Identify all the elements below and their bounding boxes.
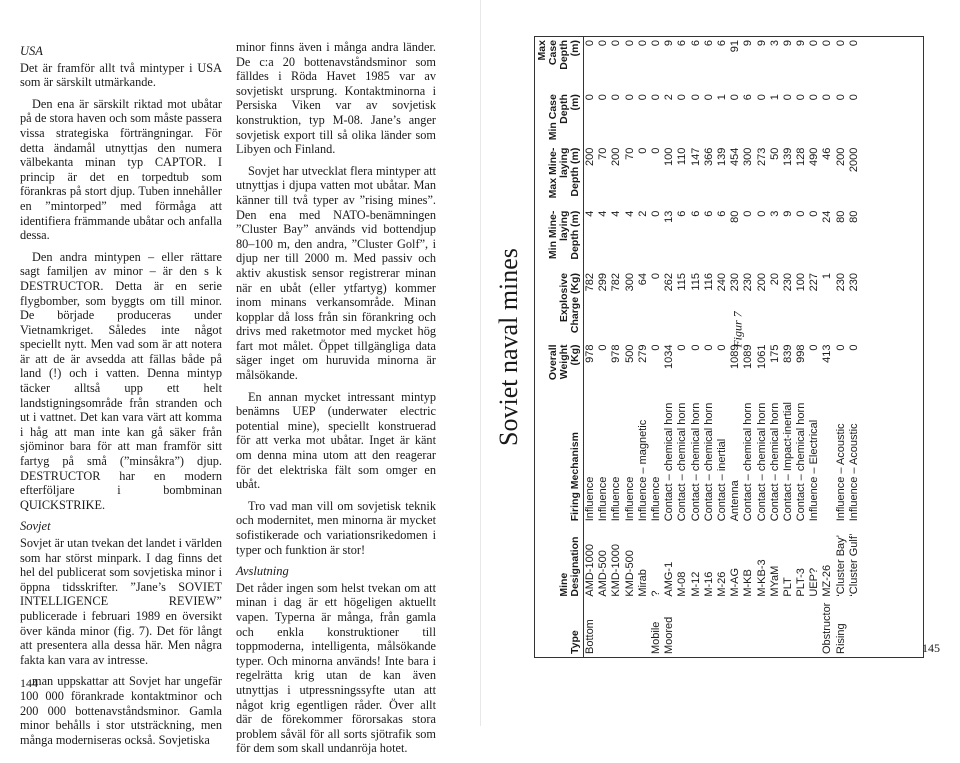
table-row <box>821 37 834 657</box>
table-cell: AMD-1000 <box>584 544 597 597</box>
table-row <box>610 37 623 657</box>
table-cell: Influence – Acoustic <box>834 423 847 522</box>
table-cell: 46 <box>821 147 834 160</box>
table-cell: M-08 <box>676 571 689 597</box>
table-cell: 100 <box>795 273 808 292</box>
table-cell: 230 <box>781 273 794 292</box>
table-row <box>637 37 650 657</box>
table-cell: 0 <box>689 94 702 101</box>
table-cell: 0 <box>715 344 728 351</box>
table-cell <box>769 600 782 657</box>
table-cell: 0 <box>742 210 755 217</box>
table-cell: PLT-3 <box>795 568 808 597</box>
section-heading-avslutning: Avslutning <box>236 564 289 579</box>
table-cell: 0 <box>650 94 663 101</box>
table-cell: 0 <box>755 94 768 101</box>
table-row <box>848 37 861 657</box>
table-cell: 273 <box>755 147 768 166</box>
table-cell: 0 <box>808 344 821 351</box>
table-cell <box>676 600 689 657</box>
table-cell <box>597 600 610 657</box>
soviet-mines-table <box>535 37 861 657</box>
table-cell: M-16 <box>702 571 715 597</box>
table-cell: 230 <box>834 273 847 292</box>
table-cell: PLT <box>781 577 794 597</box>
table-row <box>676 37 689 657</box>
table-cell: 0 <box>834 344 847 351</box>
table-cell: 91 <box>729 40 742 53</box>
column-header: Type <box>535 600 584 657</box>
table-cell: 300 <box>742 147 755 166</box>
table-row <box>769 37 782 657</box>
table-row <box>795 37 808 657</box>
table-cell: 0 <box>597 94 610 101</box>
table-frame <box>534 36 924 658</box>
table-cell: 2 <box>663 94 676 101</box>
table-cell: Contact – Impact-inertial <box>781 402 794 522</box>
table-cell: AMG-1 <box>663 561 676 597</box>
table-cell: MYaM <box>768 565 781 597</box>
table-cell: 227 <box>808 273 821 292</box>
table-cell: 299 <box>597 273 610 292</box>
table-cell: 6 <box>715 210 728 217</box>
table-cell: 0 <box>808 210 821 217</box>
table-cell: 0 <box>808 94 821 101</box>
table-cell: M-KB <box>742 569 755 597</box>
table-cell: 115 <box>676 273 689 291</box>
table-cell: KMD-1000 <box>610 544 623 597</box>
section-heading-sovjet: Sovjet <box>20 519 51 534</box>
column-header: Explosive Charge (Kg) <box>535 270 584 341</box>
table-cell: 0 <box>650 273 663 280</box>
table-cell: 0 <box>650 344 663 351</box>
table-cell: 0 <box>650 210 663 217</box>
table-row <box>650 37 663 657</box>
table-cell <box>610 600 623 657</box>
paragraph: Tro vad man vill om sovjetisk teknik och modernitet, men minorna är mycket sofistikerade och variationsrikedomen i typer och funktion är stor! <box>236 498 436 557</box>
table-cell: Influence <box>623 476 636 522</box>
table-cell: 110 <box>676 147 689 166</box>
table-cell: 0 <box>821 94 834 101</box>
table-row <box>690 37 703 657</box>
table-cell: Contact – chemical horn <box>689 402 702 522</box>
paragraph: En annan mycket intressant mintyp benämns UEP (underwater electric potential mine), speciellt konstruerad för att verka mot ubåtar. Inget är känt om denna mina utom att den reagerar för det elektriska fält som omger en ubåt. <box>236 389 436 492</box>
table-cell: 413 <box>821 344 834 363</box>
table-cell <box>795 600 808 657</box>
table-body <box>584 37 861 657</box>
page-number-left: 144 <box>20 676 38 690</box>
table-cell: 9 <box>781 40 794 47</box>
table-cell: 80 <box>834 210 847 223</box>
table-cell <box>690 600 703 657</box>
paragraph: Sovjet är utan tvekan det landet i världen som har störst minpark. I dag finns det hel del publicerat som sovjetiska minor i öppna tidsskrifter. ”Jane’s SOVIET INTELLIGENCE REVIEW” publicerade i februari 1989 en översikt över kända minor (fig. 7). Det för långt att presentera alla dessa här. Men några fakta kan vara av intresse. <box>20 536 222 667</box>
table-cell: 1 <box>715 94 728 101</box>
column-header: Firing Mechanism <box>535 399 584 524</box>
table-cell: 500 <box>623 344 636 363</box>
table-cell: Contact – chemical horn <box>795 402 808 522</box>
table-cell: 9 <box>663 40 676 47</box>
table-cell: 300 <box>623 273 636 292</box>
table-cell: 6 <box>715 40 728 47</box>
table-cell: Contact – chemical horn <box>742 402 755 522</box>
table-cell: AMD-500 <box>597 550 610 597</box>
table-cell: Influence – magnetic <box>636 419 649 522</box>
table-cell: 0 <box>597 40 610 47</box>
table-cell <box>755 600 768 657</box>
table-cell: 978 <box>584 344 597 363</box>
table-cell <box>637 600 650 657</box>
table-cell: 0 <box>597 344 610 351</box>
table-cell: 0 <box>650 147 663 154</box>
table-cell: 1061 <box>755 344 768 369</box>
table-cell: 0 <box>729 94 742 101</box>
column-header: Overall Weight (Kg) <box>535 341 584 399</box>
table-cell: 13 <box>663 210 676 223</box>
table-cell: 782 <box>584 273 597 292</box>
table-cell: Obstructor <box>821 602 834 654</box>
table-cell: KMD-500 <box>623 550 636 597</box>
table-cell: 4 <box>610 210 623 217</box>
table-cell: 0 <box>834 40 847 47</box>
table-cell: 230 <box>847 273 860 292</box>
table-cell: 230 <box>742 273 755 292</box>
figure-caption: Figur 7 <box>730 311 745 348</box>
table-cell: 0 <box>834 94 847 101</box>
table-row <box>597 37 610 657</box>
table-cell: 80 <box>847 210 860 223</box>
table-cell: 9 <box>781 210 794 217</box>
table-cell: 2 <box>636 210 649 217</box>
table-cell: 839 <box>781 344 794 363</box>
table-cell: 0 <box>702 94 715 101</box>
table-cell: 0 <box>755 210 768 217</box>
table-cell: Moored <box>663 616 676 654</box>
table-cell: 100 <box>663 147 676 166</box>
table-cell: 262 <box>663 273 676 292</box>
table-cell: Mirab <box>636 569 649 597</box>
table-cell: 978 <box>610 344 623 363</box>
column-header: Mine Designation <box>535 524 584 599</box>
paragraph: minor finns även i många andra länder. De c:a 20 bottenavståndsminor som fälldes i Röda Havet 1985 var av sovjetiskt ursprung. Kontaktminorna i Persiska Viken var av sovjetisk konstruktion, typ M-08. Jane’s anger sovjetisk export till så olika länder som Libyen och Finland. <box>236 40 436 157</box>
table-cell: 1089 <box>742 344 755 369</box>
table-cell <box>716 600 729 657</box>
soviet-mines-figure <box>494 36 924 658</box>
table-cell: 4 <box>623 210 636 217</box>
table-cell: Influence – Electrical <box>808 419 821 522</box>
table-cell: 279 <box>636 344 649 363</box>
table-cell: Contact – chemical horn <box>768 402 781 522</box>
table-row <box>624 37 637 657</box>
table-cell: M-AG <box>729 567 742 597</box>
table-cell: M-12 <box>689 571 702 597</box>
table-cell: 139 <box>781 147 794 166</box>
table-cell: 1 <box>821 273 834 280</box>
table-cell: Mobile <box>650 621 663 654</box>
table-cell: Influence <box>584 476 597 522</box>
table-cell: Bottom <box>584 619 597 654</box>
table-cell: Antenna <box>729 480 742 522</box>
table-cell: 6 <box>689 210 702 217</box>
table-cell: 3 <box>768 210 781 217</box>
table-cell: 147 <box>689 147 702 166</box>
table-cell: 4 <box>597 210 610 217</box>
table-cell: 70 <box>597 147 610 160</box>
table-cell: Contact – chemical horn <box>702 402 715 522</box>
table-cell: UEP? <box>808 567 821 597</box>
table-cell: 0 <box>650 40 663 47</box>
table-cell: 6 <box>702 40 715 47</box>
table-cell: 139 <box>715 147 728 166</box>
table-cell: M-KB-3 <box>755 559 768 597</box>
table-cell: 9 <box>742 40 755 47</box>
table-cell: 366 <box>702 147 715 166</box>
table-cell: 9 <box>795 40 808 47</box>
table-cell <box>624 600 637 657</box>
table-cell: 200 <box>584 147 597 166</box>
table-cell: 175 <box>768 344 781 363</box>
table-cell: Rising <box>834 623 847 654</box>
table-cell: 0 <box>623 40 636 47</box>
table-row <box>782 37 795 657</box>
table-cell: ? <box>650 590 663 597</box>
column-header: Min Mine-laying Depth (m) <box>535 208 584 270</box>
table-cell: M-26 <box>715 571 728 597</box>
table-row <box>716 37 729 657</box>
table-cell: 0 <box>584 94 597 101</box>
table-cell: 0 <box>847 94 860 101</box>
table-cell: 998 <box>795 344 808 363</box>
paragraph: Den andra mintypen – eller rättare sagt familjen av minor – är den s k DESTRUCTOR. Detta är en serie flygbomber, som byggts om till minor. De började produceras under Vietnamkriget. Således inte något speciellt nytt. Men vad som är att notera är att de är avsedda att fällas både på land (!) och i vatten. Denna mintyp täcker alltså upp ett helt landstigningsområde från stranden och ut i vattnet. Det kan vara värt att komma i håg att man inte kan gå säker från sjöminor bara för att man framför sitt fartyg på små (”minsåkra”) djup. DESTRUCTOR har en modern efterföljare i bombminan QUICKSTRIKE. <box>20 249 222 512</box>
table-cell: 70 <box>623 147 636 160</box>
table-row <box>755 37 768 657</box>
table-cell <box>742 600 755 657</box>
table-cell <box>703 600 716 657</box>
table-cell: 1 <box>768 94 781 101</box>
table-cell: 6 <box>702 210 715 217</box>
table-cell: Contact – chemical horn <box>755 402 768 522</box>
column-header: Max Case Depth (m) <box>535 37 584 91</box>
table-cell: 128 <box>795 147 808 166</box>
table-cell: 0 <box>676 344 689 351</box>
table-cell: 6 <box>742 94 755 101</box>
table-cell: 6 <box>689 40 702 47</box>
table-cell: 0 <box>808 40 821 47</box>
column-header: Min Case Depth (m) <box>535 91 584 144</box>
left-page-column <box>20 44 222 754</box>
table-cell: Influence <box>650 476 663 522</box>
table-row <box>835 37 848 657</box>
table-cell: 490 <box>808 147 821 166</box>
table-cell: 200 <box>755 273 768 292</box>
paragraph: Det är framför allt två mintyper i USA som är särskilt utmärkande. <box>20 60 222 90</box>
table-cell: 0 <box>636 94 649 101</box>
table-cell: ‘Cluster Bay’ <box>834 534 847 597</box>
table-cell: 0 <box>610 94 623 101</box>
table-cell: 0 <box>636 40 649 47</box>
table-row <box>584 37 598 657</box>
table-cell: 240 <box>715 273 728 292</box>
table-cell: Contact – chemical horn <box>676 402 689 522</box>
page-number-right: 145 <box>922 641 940 655</box>
table-row <box>703 37 716 657</box>
paragraph: Sovjet har utvecklat flera mintyper att utnyttjas i djupa vatten mot ubåtar. Man känner till två typer av ”rising mines”. Den ena med NATO-benämningen ”Cluster Bay” används vid bottendjup 80–100 m, den andra, ”Cluster Golf”, i djup ner till 2000 m. Med passiv och aktiv akustisk sensor registrerar minan när en ubåt (eller ytfartyg) kommer inom minans verkansområde. Minan kopplar då loss från sin förankring och drivs med raketmotor med mycket hög fart mot målet. Öppet tillgängliga data säger inget om huruvida minorna är målsökande. <box>236 163 436 383</box>
paragraph: man uppskattar att Sovjet har ungefär 100 000 förankrade kontaktminor och 200 000 bottenavståndsminor. Gamla minor behålls i stor utsträckning, men många moderniseras också. Sovjetiska <box>20 674 222 747</box>
table-cell: 0 <box>636 147 649 154</box>
middle-column <box>236 40 436 763</box>
table-cell: 200 <box>834 147 847 166</box>
table-cell: 4 <box>584 210 597 217</box>
page-gutter <box>480 0 481 726</box>
table-cell: 6 <box>676 40 689 47</box>
table-cell: 6 <box>676 210 689 217</box>
table-cell: 1089 <box>729 344 742 369</box>
paragraph: Den ena är särskilt riktad mot ubåtar på de stora haven och som måste passera vissa strategiska förträngningar. För detta ändamål utnyttjas den numera välbekanta minan typ CAPTOR. I princip är det en torpedtub som förankras på stort djup. Tuben innehåller en ”mintorped” med förmåga att identifiera främmande ubåtar och anfalla dessa. <box>20 96 222 243</box>
table-cell: 200 <box>610 147 623 166</box>
table-cell <box>729 600 742 657</box>
table-cell: 115 <box>689 273 702 291</box>
table-cell: 2000 <box>847 147 860 173</box>
table-cell: 1034 <box>663 344 676 369</box>
table-cell: 0 <box>795 94 808 101</box>
table-cell <box>808 600 821 657</box>
paragraph: Det råder ingen som helst tvekan om att minan i dag är ett högeligen aktuellt vapen. Typerna är många, från gamla och enkla konstruktioner till toppmoderna, intelligenta, målsökande typer. Och minorna används! Inte bara i regelrätta krig utan de kan även utnyttjas i utpressningssyfte utan att något krig egentligen råder. Över allt där de förekommer förorsakas stora problem såväl för all sorts sjötrafik som för dem som skall undanröja hotet. <box>236 580 436 756</box>
table-cell: 3 <box>768 40 781 47</box>
table-cell: 782 <box>610 273 623 292</box>
table-cell: 0 <box>781 94 794 101</box>
table-cell <box>821 399 834 524</box>
table-cell: 0 <box>623 94 636 101</box>
table-cell: 50 <box>768 147 781 160</box>
table-cell: 0 <box>847 344 860 351</box>
section-heading-usa: USA <box>20 44 43 58</box>
table-cell: Influence – Acoustic <box>847 423 860 522</box>
table-cell: ‘Cluster Gulf’ <box>847 533 860 597</box>
table-cell: 116 <box>702 273 715 291</box>
table-cell: 0 <box>795 210 808 217</box>
table-cell: 0 <box>702 344 715 351</box>
table-cell: MZ-26 <box>821 564 834 597</box>
table-header-row <box>535 37 584 657</box>
table-cell: 0 <box>689 344 702 351</box>
table-cell: 24 <box>821 210 834 223</box>
table-cell: 0 <box>584 40 597 47</box>
table-cell: 0 <box>676 94 689 101</box>
table-title: Soviet naval mines <box>494 248 523 446</box>
table-cell: 20 <box>768 273 781 286</box>
table-row <box>808 37 821 657</box>
table-cell: 0 <box>610 40 623 47</box>
table-cell <box>782 600 795 657</box>
table-cell <box>848 600 861 657</box>
table-cell: 0 <box>847 40 860 47</box>
table-cell: 230 <box>729 273 742 292</box>
table-cell: Influence <box>610 476 623 522</box>
table-cell: Contact – chemical horn <box>663 402 676 522</box>
table-cell: 0 <box>821 40 834 47</box>
table-cell: 454 <box>729 147 742 166</box>
table-cell: 80 <box>729 210 742 223</box>
table-cell: 64 <box>636 273 649 286</box>
table-row <box>663 37 676 657</box>
table-cell: Contact – inertial <box>715 438 728 522</box>
table-cell: 9 <box>755 40 768 47</box>
column-header: Max Mine-laying Depth (m) <box>535 145 584 208</box>
table-cell: Influence <box>597 476 610 522</box>
